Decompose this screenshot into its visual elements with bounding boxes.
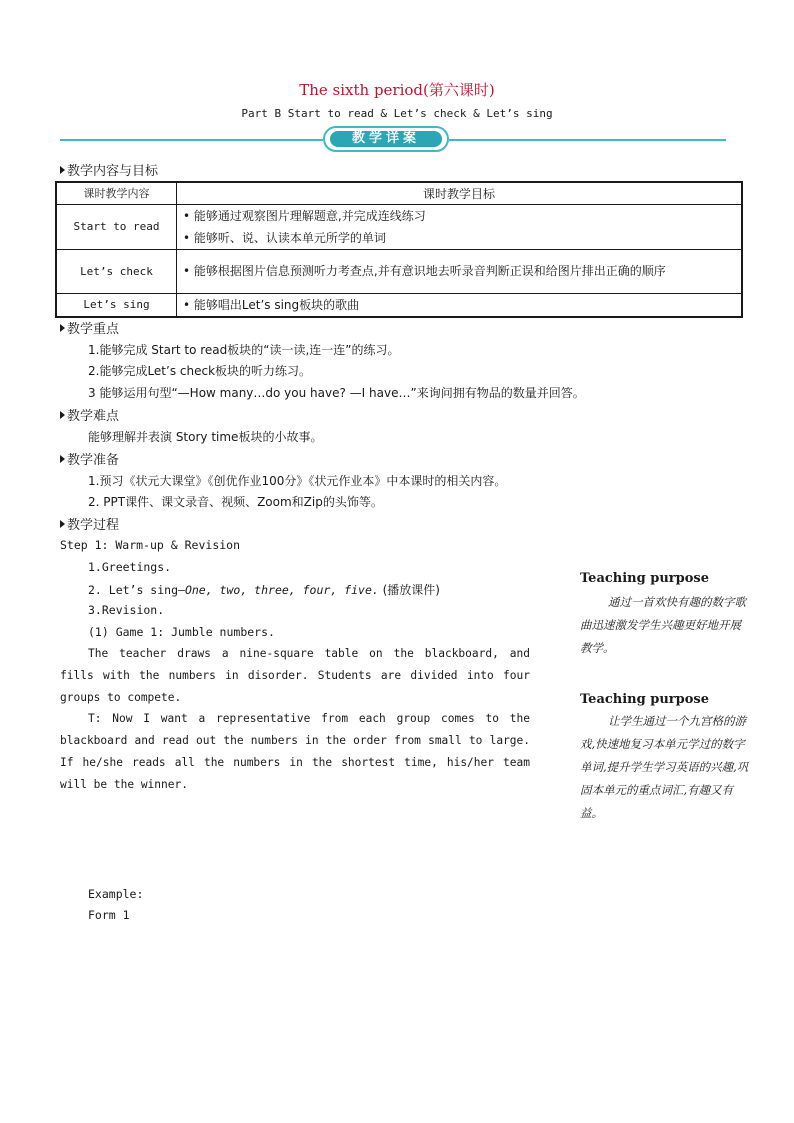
triangle-bullet-icon bbox=[60, 411, 65, 419]
table-cell-content: Let’s sing bbox=[56, 293, 177, 317]
key-point-item: 2.能够完成Let’s check板块的听力练习。 bbox=[88, 364, 312, 378]
table-row bbox=[56, 249, 742, 293]
goal-item: • 能够通过观察图片理解题意,并完成连线练习 bbox=[183, 208, 426, 223]
key-point-item: 3 能够运用句型“—How many…do you have? —I have…”来询问拥有物品的数量并回答。 bbox=[88, 386, 585, 400]
teaching-purpose-text: 让学生通过一个九宫格的游戏,快速地复习本单元学过的数字单词,提升学生学习英语的兴趣,巩固本单元的重点词汇,有趣又有益。 bbox=[580, 714, 749, 820]
goal-item: • 能够听、说、认读本单元所学的单词 bbox=[183, 230, 386, 245]
table-cell-content: Let’s check bbox=[56, 249, 177, 293]
key-point-item: 1.能够完成 Start to read板块的“读一读,连一连”的练习。 bbox=[88, 343, 400, 357]
teaching-purpose-heading: Teaching purpose bbox=[580, 571, 709, 586]
step-item: 3.Revision. bbox=[88, 603, 165, 617]
triangle-bullet-icon bbox=[60, 324, 65, 332]
table-header-goals: 课时教学目标 bbox=[177, 182, 743, 204]
triangle-bullet-icon bbox=[60, 455, 65, 463]
table-header-row bbox=[56, 182, 742, 204]
page-subtitle: Part B Start to read & Let’s check & Let’s sing bbox=[241, 107, 553, 120]
goal-item: • 能够唱出Let’s sing板块的歌曲 bbox=[183, 297, 360, 312]
objectives-table bbox=[55, 181, 743, 318]
triangle-bullet-icon bbox=[60, 166, 65, 174]
teaching-purpose-heading: Teaching purpose bbox=[580, 692, 709, 707]
table-cell-content: Start to read bbox=[56, 204, 177, 249]
difficulty-text: 能够理解并表演 Story time板块的小故事。 bbox=[88, 430, 323, 444]
game-heading: (1) Game 1: Jumble numbers. bbox=[88, 625, 275, 639]
table-row bbox=[56, 293, 742, 317]
section-heading-key-points: 教学重点 bbox=[60, 318, 119, 337]
preparation-item: 2. PPT课件、课文录音、视频、Zoom和Zip的头饰等。 bbox=[88, 495, 383, 509]
table-cell-goals bbox=[177, 204, 743, 249]
table-header-content: 课时教学内容 bbox=[56, 182, 177, 204]
table-row bbox=[56, 204, 742, 249]
section-heading-difficulties: 教学难点 bbox=[60, 405, 119, 424]
section-heading-goals: 教学内容与目标 bbox=[60, 160, 158, 179]
table-cell-goals bbox=[177, 249, 743, 293]
step-item-sing: 2. Let’s sing—One, two, three, four, five. (播放课件) bbox=[88, 583, 440, 597]
table-cell-goals bbox=[177, 293, 743, 317]
triangle-bullet-icon bbox=[60, 520, 65, 528]
goal-item: • 能够根据图片信息预测听力考查点,并有意识地去听录音判断正误和给图片排出正确的顺序 bbox=[183, 264, 666, 278]
teaching-purpose-text: 通过一首欢快有趣的数字歌曲迅速激发学生兴趣更好地开展教学。 bbox=[580, 595, 746, 655]
game-description: The teacher draws a nine-square table on the blackboard, and fills with the numbers in disorder. Students are divided into four groups to compete. bbox=[60, 647, 530, 704]
page-title: The sixth period(第六课时) bbox=[299, 81, 495, 99]
teacher-instruction: T: Now I want a representative from each group comes to the blackboard and read out the numbers in the order from small to large. If he/she reads all the numbers in the shortest time, his/her team will be the winner. bbox=[60, 712, 530, 791]
step-heading: Step 1: Warm-up & Revision bbox=[60, 538, 241, 552]
song-title: One, two, three, four, five. bbox=[184, 583, 379, 597]
section-banner bbox=[323, 126, 449, 152]
header-rule-right bbox=[449, 139, 726, 141]
example-label: Example: bbox=[88, 887, 144, 901]
section-heading-process: 教学过程 bbox=[60, 514, 119, 533]
preparation-item: 1.预习《状元大课堂》《创优作业100分》《状元作业本》中本课时的相关内容。 bbox=[88, 474, 507, 488]
section-heading-preparation: 教学准备 bbox=[60, 449, 119, 468]
header-rule-left bbox=[60, 139, 323, 141]
step-item: 1.Greetings. bbox=[88, 560, 172, 574]
banner-label: 教学详案 bbox=[330, 131, 442, 147]
form-label: Form 1 bbox=[88, 908, 130, 922]
